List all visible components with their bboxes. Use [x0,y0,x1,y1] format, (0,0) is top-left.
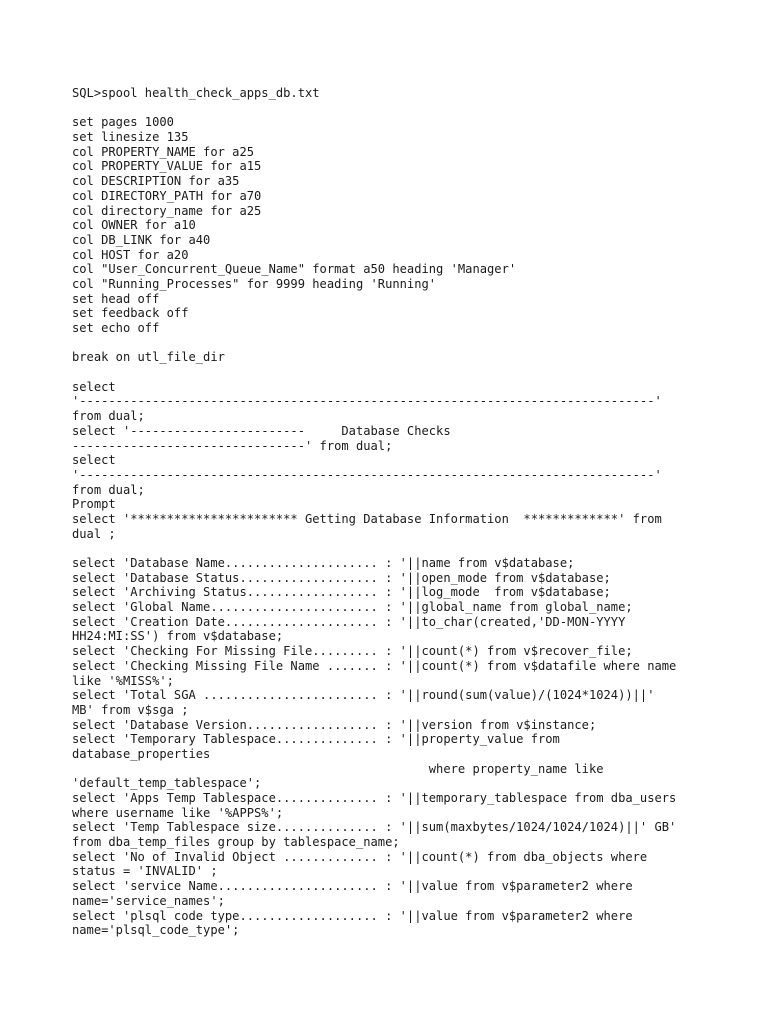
code-line: from dba_temp_files group by tablespace_name; [72,835,400,850]
code-line: set echo off [72,321,160,335]
code-line: HH24:MI:SS') from v$database; [72,629,284,644]
code-line: col DIRECTORY_PATH for a70 [72,188,262,203]
code-line: select 'Database Name..................... : '||name from v$database; [72,556,575,570]
code-line: select 'Archiving Status.................. : '||log_mode from v$database; [72,585,611,600]
code-line: status = 'INVALID' ; [72,864,218,879]
code-line: set pages 1000 [72,115,174,130]
code-line: col "User_Concurrent_Queue_Name" format a50 heading 'Manager' [72,262,517,277]
code-line: col DB_LINK for a40 [72,232,211,247]
code-line: 'default_temp_tablespace'; [72,776,262,791]
code-line: set linesize 135 [72,130,189,145]
code-line: --------------------------------' from dual; [72,438,393,453]
code-line: from dual; [72,482,145,497]
code-line: col "Running_Processes" for 9999 heading 'Running' [72,276,437,291]
code-line: dual ; [72,526,116,541]
code-line: select 'No of Invalid Object ............. : '||count(*) from dba_objects where [72,849,648,864]
sql-script-text [72,86,712,938]
code-line: select 'plsql code type................... : '||value from v$parameter2 where [72,908,633,923]
code-line: select 'Creation Date..................... : '||to_char(created,'DD-MON-YYYY [72,614,626,629]
code-line: select 'Checking For Missing File......... : '||count(*) from v$recover_file; [72,644,633,659]
code-line: col DESCRIPTION for a35 [72,174,240,189]
code-line: like '%MISS%'; [72,673,174,688]
code-line: name='service_names'; [72,893,225,908]
code-line: select [72,453,116,468]
code-line: where property_name like [72,761,604,776]
code-line: select 'Apps Temp Tablespace.............. : '||temporary_tablespace from dba_users [72,791,677,805]
code-line: select 'Checking Missing File Name ....... : '||count(*) from v$datafile where name [72,658,677,673]
code-line [72,336,712,351]
code-line: select '------------------------ Database Checks [72,423,451,438]
code-line: from dual; [72,409,145,424]
code-line: where username like '%APPS%'; [72,805,284,820]
code-line: col directory_name for a25 [72,203,262,218]
code-line: col HOST for a20 [72,247,189,262]
code-line [72,365,712,380]
code-line: col OWNER for a10 [72,218,196,233]
code-line: name='plsql_code_type'; [72,923,240,938]
code-line: select 'Total SGA ........................ : '||round(sum(value)/(1024*1024))||' [72,688,655,703]
code-line: select 'service Name...................... : '||value from v$parameter2 where [72,879,633,894]
code-line: set head off [72,291,160,306]
code-line: select 'Database Status................... : '||open_mode from v$database; [72,570,611,585]
code-line: select [72,379,116,394]
code-line: col PROPERTY_VALUE for a15 [72,159,262,174]
code-line: select 'Database Version.................. : '||version from v$instance; [72,717,597,732]
code-line: select 'Temporary Tablespace.............. : '||property_value from [72,732,560,747]
code-line: select 'Temp Tablespace size.............. : '||sum(maxbytes/1024/1024/1024)||' GB' [72,820,677,835]
code-line: col PROPERTY_NAME for a25 [72,144,255,159]
code-line: database_properties [72,746,211,761]
code-line [72,101,712,116]
code-line: select 'Global Name....................... : '||global_name from global_name; [72,600,633,615]
code-line: set feedback off [72,306,189,321]
code-line [72,541,712,556]
code-line: Prompt [72,497,116,512]
code-line: select '*********************** Getting Database Information *************' from [72,511,662,526]
code-line: break on utl_file_dir [72,350,225,365]
code-line: MB' from v$sga ; [72,702,189,717]
code-line: '-------------------------------------------------------------------------------' [72,394,662,409]
code-line: '-------------------------------------------------------------------------------' [72,467,662,482]
code-line: SQL>spool health_check_apps_db.txt [72,86,320,100]
